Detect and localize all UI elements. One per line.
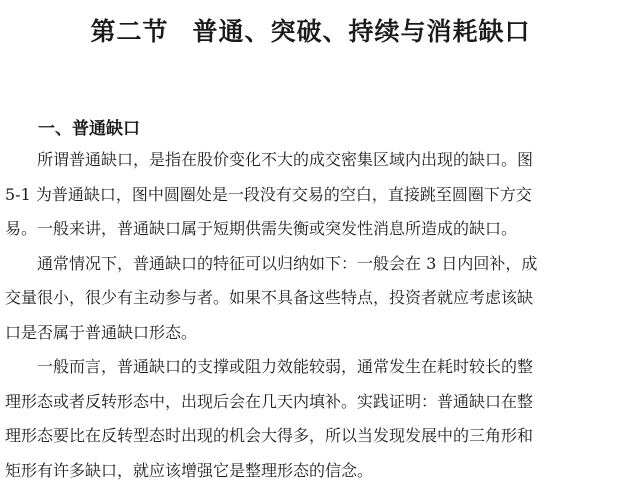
text-line: 所谓普通缺口，是指在股价变化不大的成交密集区域内出现的缺口。图: [5, 143, 617, 178]
text-line: 交量很小，很少有主动参与者。如果不具备这些特点，投资者就应考虑该缺: [5, 281, 617, 316]
text-line: 5-1 为普通缺口，图中圆圈处是一段没有交易的空白，直接跳至圆圈下方交: [5, 178, 617, 213]
text-line: 矩形有许多缺口，就应该增强它是整理形态的信念。: [5, 454, 617, 488]
text-line: 理形态或者反转形态中，出现后会在几天内填补。实践证明：普通缺口在整: [5, 385, 617, 420]
paragraph: [5, 143, 617, 247]
chapter-title: [0, 12, 621, 52]
text-line: 理形态要比在反转型态时出现的机会大得多，所以当发现发展中的三角形和: [5, 419, 617, 454]
section-title: 普通、突破、持续与消耗缺口: [193, 17, 531, 46]
body-text: [5, 143, 617, 488]
paragraph: [5, 350, 617, 488]
section-number: 第二节: [90, 17, 168, 46]
paragraph: [5, 247, 617, 351]
section-heading: 一、普通缺口: [38, 117, 140, 141]
text-line: 一般而言，普通缺口的支撑或阻力效能较弱，通常发生在耗时较长的整: [5, 350, 617, 385]
text-line: 易。一般来讲，普通缺口属于短期供需失衡或突发性消息所造成的缺口。: [5, 212, 617, 247]
text-line: 口是否属于普通缺口形态。: [5, 316, 617, 351]
text-line: 通常情况下，普通缺口的特征可以归纳如下：一般会在 3 日内回补，成: [5, 247, 617, 282]
